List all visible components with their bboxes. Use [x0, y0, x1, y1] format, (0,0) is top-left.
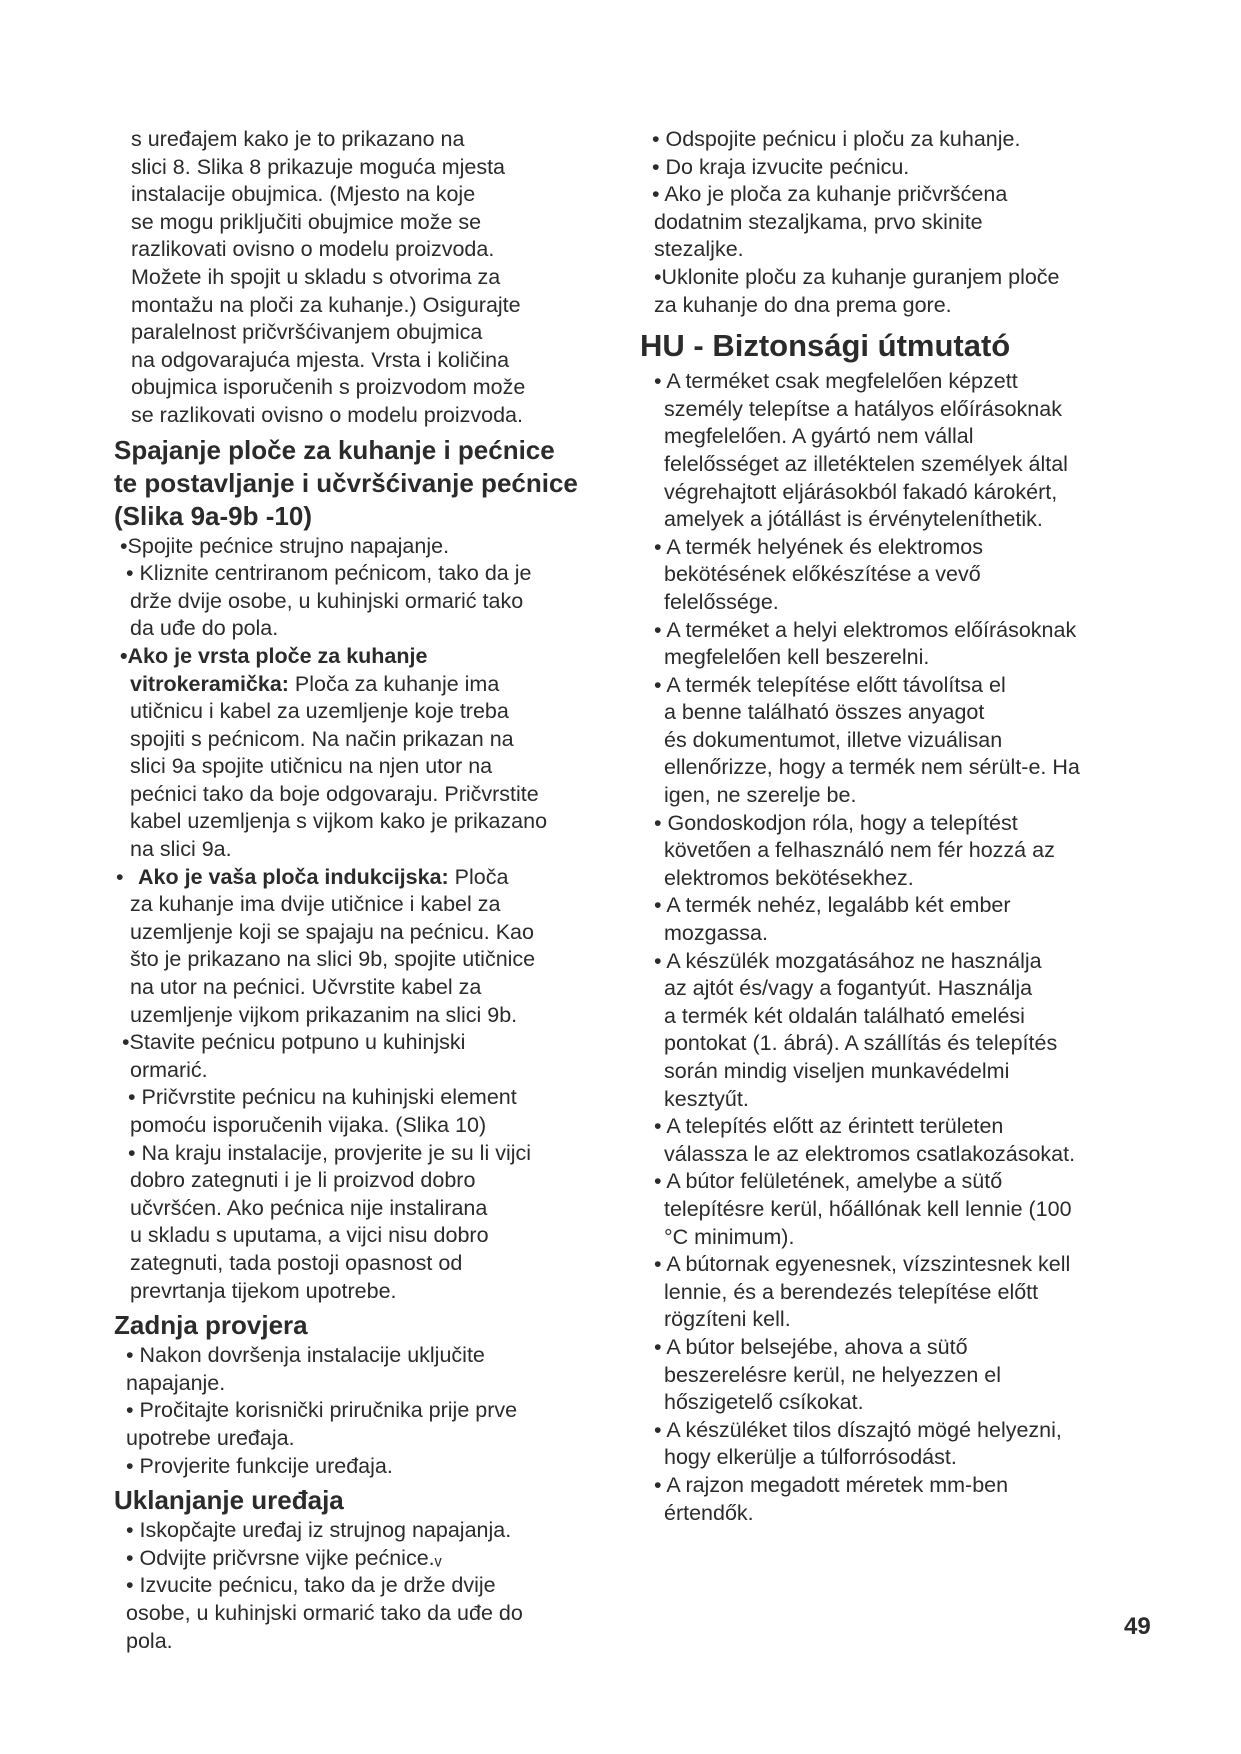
text-line: stezaljke. [654, 237, 744, 262]
text-line: dodatnim stezaljkama, prvo skinite [654, 209, 983, 234]
heading-removal: Uklanjanje uređaja [114, 1485, 344, 1516]
text-line: értendők. [664, 1500, 754, 1525]
left-column [114, 126, 604, 1655]
induction-bold: Ako je vaša ploča indukcijska: [138, 864, 449, 889]
text-line: slici 9a spojite utičnicu na njen utor na [130, 754, 493, 779]
text-line: hőszigetelő csíkokat. [664, 1390, 864, 1415]
text-line: és dokumentumot, illetve vizuálisan [664, 727, 1003, 752]
text-line: • A bútor belsejébe, ahova a sütő [654, 1334, 968, 1359]
text-line: • Provjerite funkcije uređaja. [126, 1453, 393, 1478]
text-line: • A rajzon megadott méretek mm-ben [654, 1472, 1009, 1497]
text-line: napajanje. [126, 1370, 226, 1395]
text-line: • Kliznite centriranom pećnicom, tako da je [126, 561, 532, 586]
text-line: u skladu s uputama, a vijci nisu dobro [130, 1223, 489, 1248]
text-line: na odgovarajuća mjesta. Vrsta i količina [131, 347, 510, 372]
text-line: • Odvijte pričvrsne vijke pećnice.ᵥ [126, 1545, 442, 1570]
text-line: személy telepítse a hatályos előírásoknak [664, 396, 1062, 421]
text-line: ellenőrizze, hogy a termék nem sérült-e. Ha [664, 755, 1080, 780]
text-line: •Stavite pećnicu potpuno u kuhinjski [122, 1030, 466, 1055]
text-line: válassza le az elektromos csatlakozásokat. [664, 1141, 1076, 1166]
text-line: • A termék telepítése előtt távolítsa el [654, 672, 1006, 697]
text-line: pontokat (1. ábrá). A szállítás és telepítés [664, 1031, 1058, 1056]
text-line: • Izvucite pećnicu, tako da je drže dvije [126, 1573, 496, 1598]
text-line: na slici 9a. [130, 837, 232, 862]
text-line: obujmica isporučenih s proizvodom može [131, 375, 526, 400]
text-line: kabel uzemljenja s vijkom kako je prikazano [130, 809, 548, 834]
text-line: uzemljenje vijkom prikazanim na slici 9b. [130, 1002, 518, 1027]
induction-bullet [114, 864, 604, 892]
text-line: követően a felhasználó nem fér hozzá az [664, 838, 1055, 863]
text-line: razlikovati ovisno o modelu proizvoda. [131, 237, 495, 262]
text-line: osobe, u kuhinjski ormarić tako da uđe do [126, 1600, 523, 1625]
text-line: felelősséget az illetéktelen személyek által [664, 451, 1068, 476]
text-line: utičnicu i kabel za uzemljenje koje treba [130, 699, 509, 724]
text-line: se razlikovati ovisno o modelu proizvoda. [131, 402, 523, 427]
heading-hu-safety: HU - Biztonsági útmutató [640, 328, 1011, 364]
text-line: pećnici tako da boje odgovaraju. Pričvrstite [130, 781, 539, 806]
text-line: kesztyűt. [664, 1086, 749, 1111]
text-line: • A bútor felületének, amelybe a sütő [654, 1169, 1003, 1194]
intro-paragraph [114, 126, 604, 430]
text-line: rögzíteni kell. [664, 1307, 791, 1332]
text-line: se mogu priključiti obujmice može se [131, 209, 482, 234]
induction-paragraph [114, 891, 604, 1029]
text-line: lennie, és a berendezés telepítése előtt [664, 1279, 1039, 1304]
vitro-text: Ploča za kuhanje ima [288, 671, 500, 696]
text-line: instalacije obujmica. (Mjesto na koje [131, 182, 476, 207]
text-line: megfelelően kell beszerelni. [664, 645, 930, 670]
text-line: a benne található összes anyagot [664, 700, 985, 725]
heading-line: te postavljanje i učvršćivanje pećnice [114, 467, 578, 498]
text-line: uzemljenje koji se spajaju na pećnicu. Kao [130, 919, 534, 944]
text-line: • Gondoskodjon róla, hogy a telepítést [654, 810, 1018, 835]
text-line: • A bútornak egyenesnek, vízszintesnek kell [654, 1252, 1071, 1277]
text-line: • A termék nehéz, legalább két ember [654, 893, 1011, 918]
text-line: • A terméket csak megfelelően képzett [654, 369, 1018, 394]
text-line: • A készülék mozgatásához ne használja [654, 948, 1042, 973]
text-line: • A terméket a helyi elektromos előírásoknak [654, 617, 1077, 642]
text-line: • Odspojite pećnicu i ploču za kuhanje. [652, 127, 1021, 151]
text-line: učvršćen. Ako pećnica nije instalirana [130, 1195, 488, 1220]
text-line: za kuhanje ima dvije utičnice i kabel za [130, 892, 501, 917]
removal-list [114, 1517, 604, 1655]
text-line: • A telepítés előtt az érintett területen [654, 1114, 1004, 1139]
vitro-bold-term: vitrokeramička: [130, 671, 289, 696]
text-line: felelőssége. [664, 589, 779, 614]
text-line: során mindig viseljen munkavédelmi [664, 1059, 1010, 1083]
text-line: • A termék helyének és elektromos [654, 534, 983, 559]
text-line: pomoću isporučenih vijaka. (Slika 10) [130, 1113, 487, 1137]
text-line: montažu na ploči za kuhanje.) Osigurajte [131, 292, 521, 317]
heading-line: (Slika 9a-9b -10) [114, 500, 312, 531]
text-line: spojiti s pećnicom. Na način prikazan na [130, 726, 514, 751]
heading-connecting-oven [114, 434, 604, 533]
text-line: • Iskopčajte uređaj iz strujnog napajanja. [126, 1518, 512, 1543]
text-line: telepítésre kerül, hőállónak kell lennie (100 [664, 1196, 1072, 1221]
text-line: za kuhanje do dna prema gore. [654, 292, 952, 317]
connect-steps [114, 533, 604, 643]
text-line: ormarić. [130, 1057, 208, 1082]
text-line: slici 8. Slika 8 prikazuje moguća mjesta [131, 154, 506, 179]
text-line: • Pričvrstite pećnicu na kuhinjski element [128, 1085, 517, 1110]
text-line: °C minimum). [664, 1224, 795, 1249]
text-line: • A készüléket tilos díszajtó mögé helyezni, [654, 1417, 1062, 1442]
induction-text: Ploča [448, 864, 509, 889]
text-line: •Uklonite ploču za kuhanje guranjem ploče [654, 264, 1060, 289]
text-line: • Do kraja izvucite pećnicu. [652, 154, 910, 179]
final-check-list [114, 1342, 604, 1480]
text-line: amelyek a jótállást is érvényteleníthetik. [664, 507, 1043, 532]
text-line: bekötésének előkészítése a vevő [664, 562, 981, 587]
text-line: a termék két oldalán található emelési [664, 1003, 1025, 1028]
text-line: Možete ih spojit u skladu s otvorima za [131, 264, 501, 289]
text-line: beszerelésre kerül, ne helyezzen el [664, 1362, 1002, 1387]
text-line: što je prikazano na slici 9b, spojite utičnice [130, 947, 536, 972]
text-line: • Nakon dovršenja instalacije uključite [126, 1343, 485, 1368]
text-line: végrehajtott eljárásokból fakadó károkért, [664, 479, 1058, 504]
text-line: da uđe do pola. [130, 616, 279, 641]
text-line: mozgassa. [664, 921, 768, 946]
removal-continued-list [640, 126, 1130, 319]
heading-line: Spajanje ploče za kuhanje i pećnice [114, 434, 555, 465]
text-line: elektromos bekötésekhez. [664, 865, 914, 890]
vitro-paragraph [114, 698, 604, 864]
text-line: • Na kraju instalacije, provjerite je su li vijci [128, 1140, 532, 1165]
text-line: az ajtót és/vagy a fogantyút. Használja [664, 976, 1033, 1001]
text-line: dobro zategnuti i je li proizvod dobro [130, 1168, 476, 1193]
right-column [640, 126, 1130, 1527]
text-line: •Spojite pećnice strujno napajanje. [120, 533, 450, 558]
text-line: upotrebe uređaja. [126, 1425, 295, 1450]
text-line: megfelelően. A gyártó nem vállal [664, 424, 974, 449]
text-line: igen, ne szerelje be. [664, 783, 857, 808]
install-steps [114, 1029, 604, 1305]
vitro-bold: •Ako je vrsta ploče za kuhanje [120, 643, 428, 668]
text-line: hogy elkerülje a túlforrósodást. [664, 1445, 957, 1470]
hu-safety-list [640, 368, 1130, 1527]
text-line: zategnuti, tada postoji opasnost od [130, 1250, 463, 1275]
bullet-dot: • [116, 864, 124, 889]
text-line: na utor na pećnici. Učvrstite kabel za [130, 975, 482, 1000]
text-line: prevrtanja tijekom upotrebe. [130, 1278, 397, 1303]
text-line: pola. [126, 1628, 173, 1653]
vitro-line [114, 671, 604, 699]
heading-final-check: Zadnja provjera [114, 1310, 308, 1341]
text-line: s uređajem kako je to prikazano na [131, 127, 465, 151]
text-line: paralelnost pričvršćivanjem obujmica [131, 320, 483, 345]
text-line: • Pročitajte korisnički priručnika prije prve [126, 1398, 518, 1423]
text-line: • Ako je ploča za kuhanje pričvršćena [652, 182, 1008, 207]
text-line: drže dvije osobe, u kuhinjski ormarić tako [130, 588, 524, 613]
page-number: 49 [1124, 1613, 1151, 1640]
vitro-bullet [114, 643, 604, 671]
